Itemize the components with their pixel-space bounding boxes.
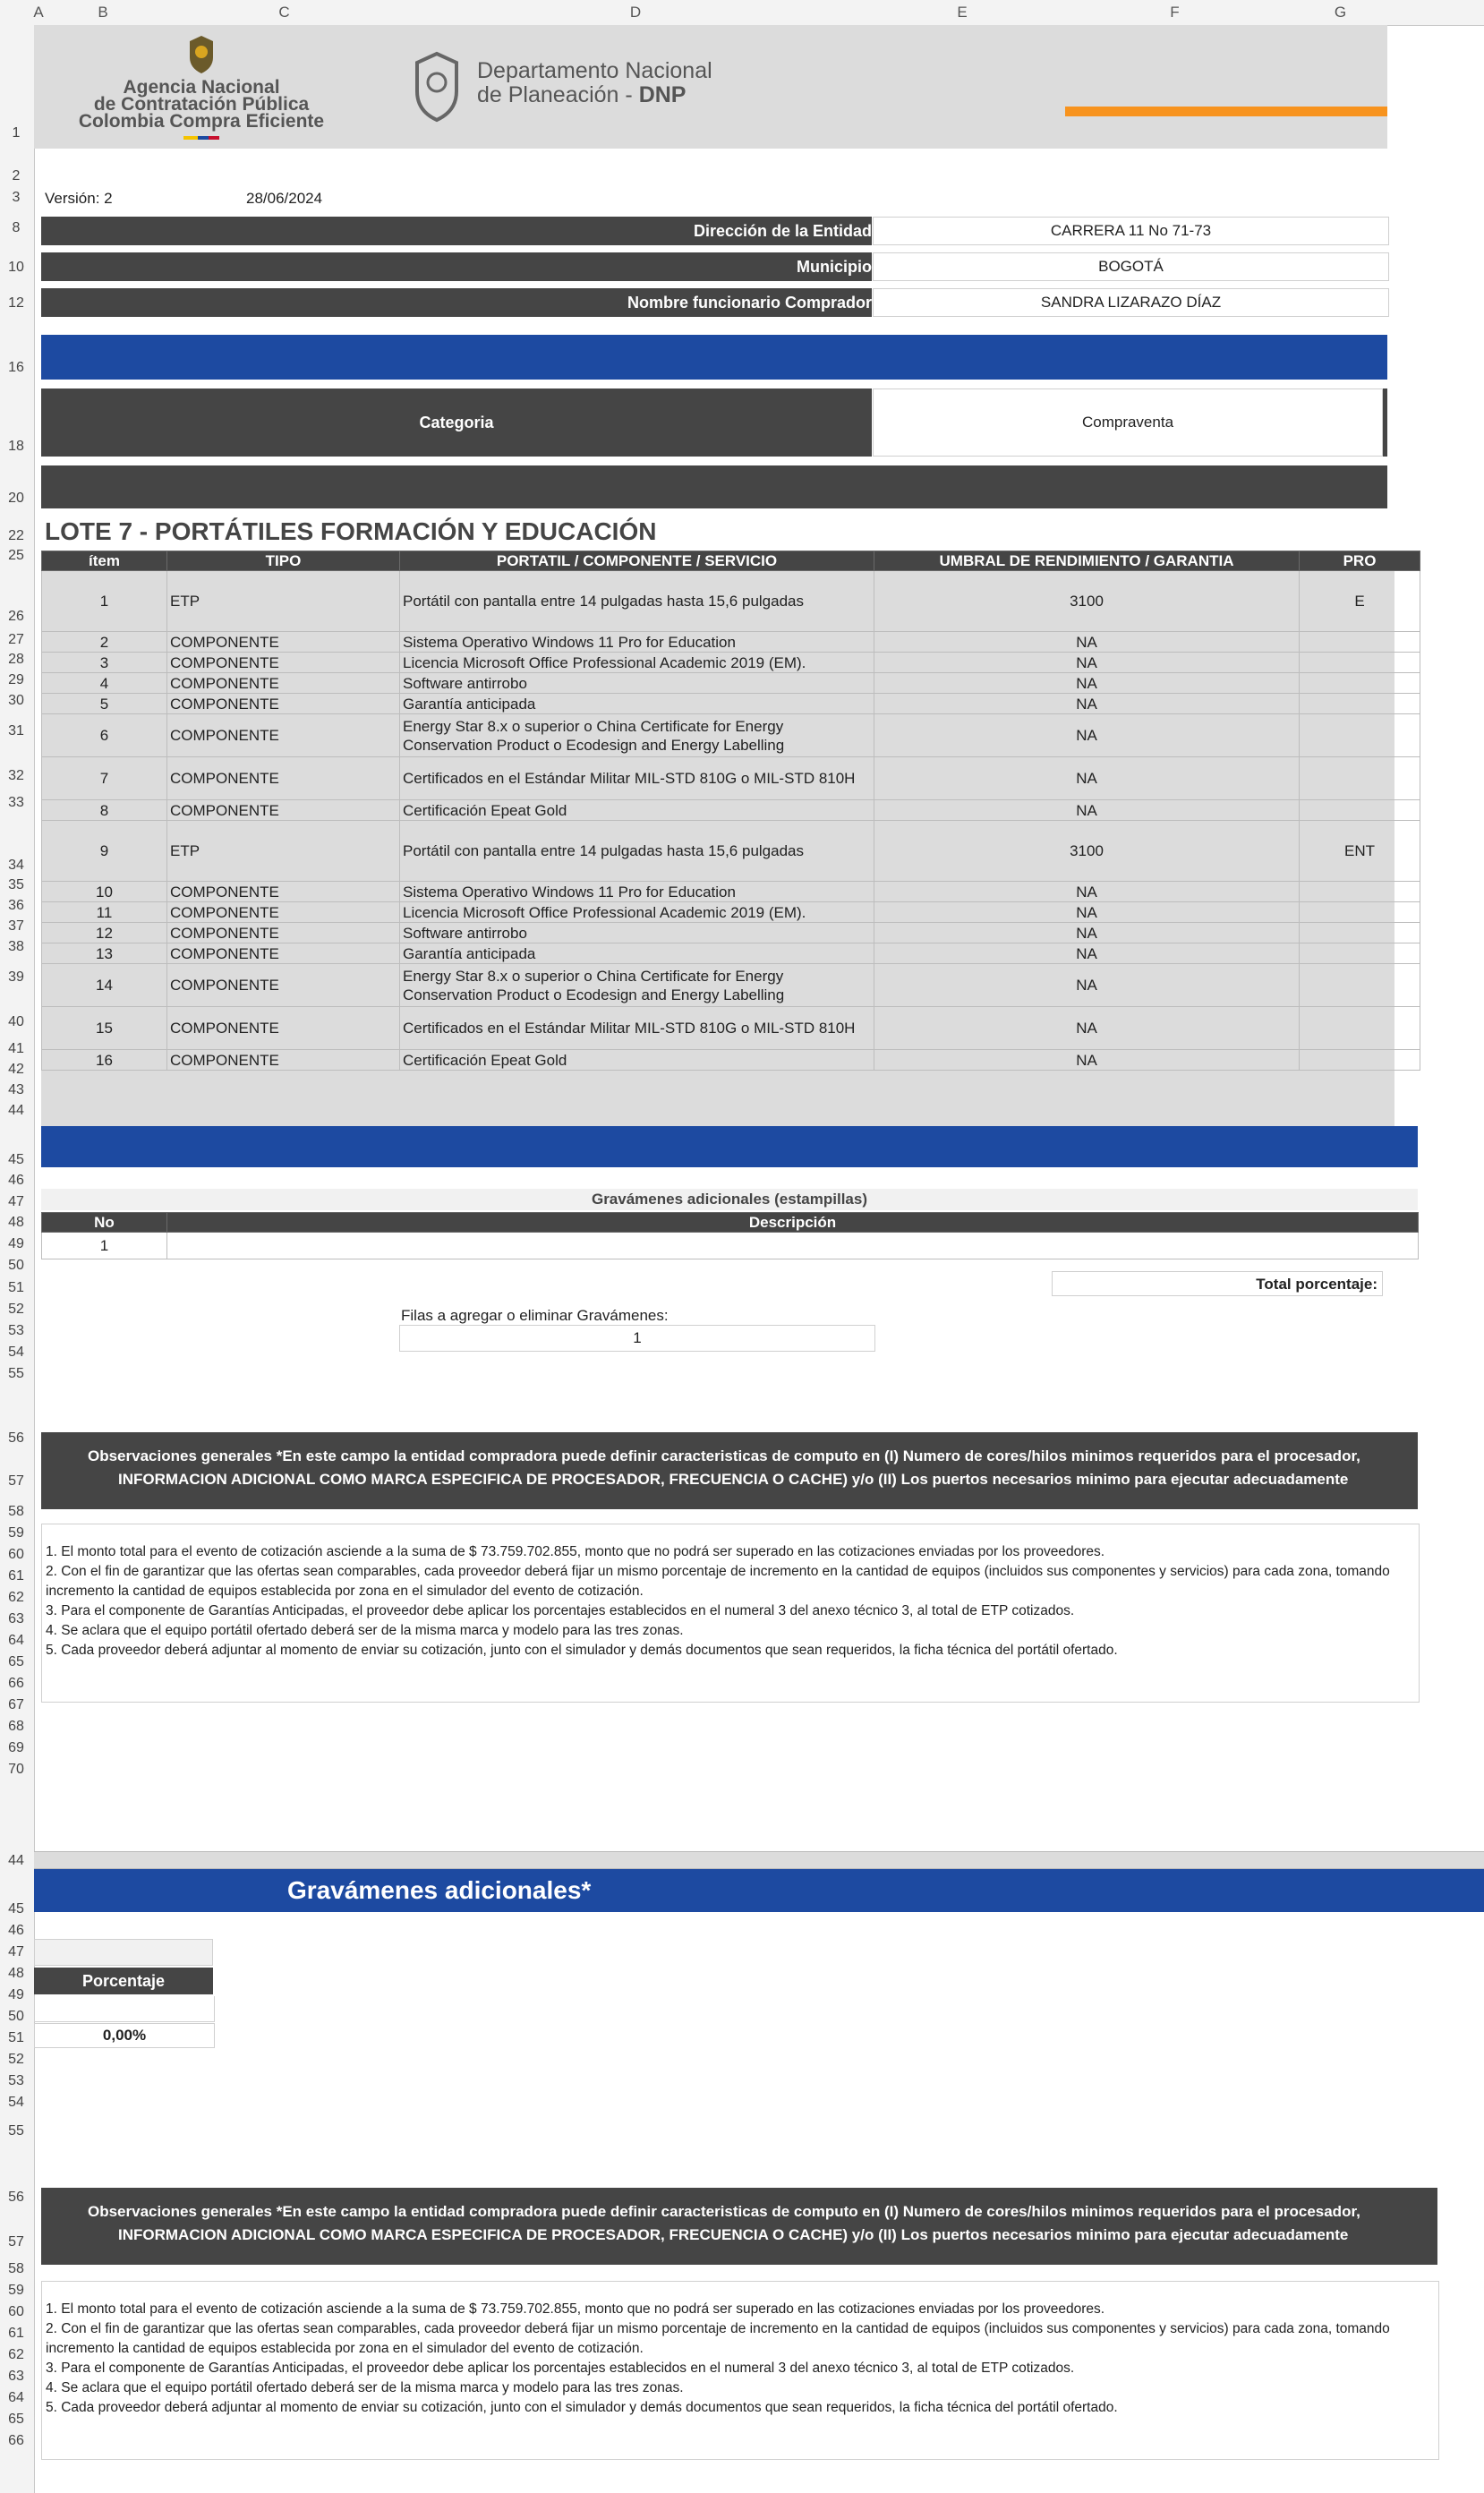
lot-umbral[interactable]: 3100 [874, 821, 1300, 882]
row-number[interactable]: 20 [8, 491, 24, 506]
row-number[interactable]: 53 [8, 1323, 24, 1338]
lot-item[interactable]: 15 [42, 1007, 167, 1050]
percent-label: Porcentaje [34, 1968, 213, 1994]
row-number[interactable]: 64 [8, 1633, 24, 1648]
row-number[interactable]: 67 [8, 1697, 24, 1712]
lot-desc[interactable]: Licencia Microsoft Office Professional Academic 2019 (EM). [400, 653, 874, 673]
row-number[interactable]: 70 [8, 1762, 24, 1777]
lot-umbral[interactable]: NA [874, 757, 1300, 800]
lot-item[interactable]: 11 [42, 902, 167, 923]
row-number[interactable]: 65 [8, 2412, 24, 2427]
lot-desc[interactable]: Garantía anticipada [400, 943, 874, 964]
lot-extra[interactable] [1300, 923, 1420, 943]
lot-item[interactable]: 16 [42, 1050, 167, 1071]
lot-row[interactable] [42, 1050, 1420, 1071]
row-number[interactable]: 64 [8, 2390, 24, 2405]
lot-desc[interactable]: Certificados en el Estándar Militar MIL-STD 810G o MIL-STD 810H [400, 757, 874, 800]
lot-desc[interactable]: Certificación Epeat Gold [400, 800, 874, 821]
lot-umbral[interactable]: NA [874, 1007, 1300, 1050]
observations-notes-1[interactable] [41, 1524, 1420, 1703]
city-value[interactable]: BOGOTÁ [873, 252, 1389, 281]
row-number[interactable]: 43 [8, 1082, 24, 1097]
row-number[interactable]: 57 [8, 1473, 24, 1489]
row-number[interactable]: 69 [8, 1740, 24, 1755]
lot-table [41, 551, 1420, 1071]
lot-tipo[interactable]: COMPONENTE [167, 694, 400, 714]
lot-tipo[interactable]: COMPONENTE [167, 673, 400, 694]
row-number[interactable]: 66 [8, 2433, 24, 2448]
lot-extra[interactable] [1300, 632, 1420, 653]
dnp-shield-icon [405, 48, 469, 125]
lot-umbral[interactable]: NA [874, 632, 1300, 653]
lot-desc[interactable]: Sistema Operativo Windows 11 Pro for Education [400, 632, 874, 653]
lot-extra[interactable] [1300, 1050, 1420, 1071]
row-number[interactable]: 44 [8, 1103, 24, 1118]
gravamenes-col-no[interactable]: No [42, 1213, 167, 1233]
lot-desc[interactable]: Software antirrobo [400, 923, 874, 943]
lot-item[interactable]: 10 [42, 882, 167, 902]
lot-extra[interactable] [1300, 653, 1420, 673]
version-date: 28/06/2024 [246, 190, 323, 207]
row-number[interactable]: 25 [8, 548, 24, 563]
row-number[interactable]: 30 [8, 693, 24, 708]
lot-item[interactable]: 8 [42, 800, 167, 821]
lot-desc[interactable]: Licencia Microsoft Office Professional Academic 2019 (EM). [400, 902, 874, 923]
lot-umbral[interactable]: NA [874, 1050, 1300, 1071]
lot-tipo[interactable]: COMPONENTE [167, 943, 400, 964]
row-number[interactable]: 35 [8, 877, 24, 892]
blue-separator-2 [41, 1126, 1418, 1167]
lot-row[interactable] [42, 943, 1420, 964]
row-number[interactable]: 45 [8, 1901, 24, 1917]
row-number[interactable]: 46 [8, 1923, 24, 1938]
row-number[interactable]: 28 [8, 652, 24, 667]
observations-header-1: Observaciones generales *En este campo la entidad compradora puede definir caracteristicas de computo en (I) Numero de cores/hilos minimos requeridos para el procesador, INFORMACION ADICIONAL COMO MARCA ESPECIFICA DE PROCESADOR, FRECUENCIA O CACHE) y/o (II) Los puertos necesarios minimo para ejecutar adecuadamente [41, 1432, 1418, 1509]
city-label: Municipio [41, 252, 872, 281]
lot-extra[interactable]: E [1300, 571, 1420, 632]
lot-row[interactable] [42, 757, 1420, 800]
lot-extra[interactable] [1300, 757, 1420, 800]
lot-item[interactable]: 4 [42, 673, 167, 694]
lot-tipo[interactable]: COMPONENTE [167, 653, 400, 673]
lot-desc[interactable]: Energy Star 8.x o superior o China Certificate for Energy Conservation Product o Ecodesign and Energy Labelling [400, 714, 874, 757]
note-line: 5. Cada proveedor deberá adjuntar al momento de enviar su cotización, junto con el simulador y demás documentos que sean requeridos, la ficha técnica del portátil ofertado. [46, 1643, 1118, 1658]
row-number[interactable]: 63 [8, 2369, 24, 2384]
orange-accent-bar [1065, 107, 1387, 116]
gravamenes-table [41, 1212, 1419, 1259]
row-number[interactable]: 38 [8, 939, 24, 954]
row-number[interactable]: 51 [8, 2030, 24, 2045]
lot-tipo[interactable]: COMPONENTE [167, 902, 400, 923]
row-number[interactable]: 34 [8, 858, 24, 873]
lot-item[interactable]: 5 [42, 694, 167, 714]
row-number[interactable]: 66 [8, 1676, 24, 1691]
gravamenes-col-desc[interactable]: Descripción [167, 1213, 1419, 1233]
row-number[interactable]: 27 [8, 632, 24, 647]
total-percent-label: Total porcentaje: [1052, 1271, 1383, 1296]
flag-stripe-icon [183, 136, 219, 140]
lot-umbral[interactable]: NA [874, 694, 1300, 714]
lot-row[interactable] [42, 923, 1420, 943]
note-line: 4. Se aclara que el equipo portátil ofertado deberá ser de la misma marca y modelo para las tres zonas. [46, 1623, 684, 1638]
ancp-logo-text: Agencia Nacional de Contratación Pública Colombia Compra Eficiente [78, 77, 325, 132]
column-header-b[interactable]: B [98, 4, 108, 21]
lot-item[interactable]: 7 [42, 757, 167, 800]
row-number[interactable]: 54 [8, 2095, 24, 2110]
lot-item[interactable]: 2 [42, 632, 167, 653]
note-line: incremento la cantidad de equipos establecida por zona en el simulador del evento de cotización. [46, 1584, 644, 1599]
col-header-item[interactable]: ítem [42, 551, 167, 571]
rows-to-add-label: Filas a agregar o eliminar Gravámenes: [401, 1307, 669, 1324]
buyer-label: Nombre funcionario Comprador [41, 288, 872, 317]
lot-umbral[interactable]: NA [874, 800, 1300, 821]
lot-umbral[interactable]: NA [874, 902, 1300, 923]
note-line: 3. Para el componente de Garantías Anticipadas, el proveedor debe aplicar los porcentajes establecidos en el numeral 3 del anexo técnico 3, al total de ETP cotizados. [46, 2361, 1075, 2376]
row-number[interactable]: 47 [8, 1194, 24, 1209]
row-number[interactable]: 26 [8, 609, 24, 624]
lot-umbral[interactable]: NA [874, 923, 1300, 943]
lot-extra[interactable] [1300, 714, 1420, 757]
address-label: Dirección de la Entidad [41, 217, 872, 245]
version-label: Versión: 2 [45, 190, 113, 207]
lot-item[interactable]: 14 [42, 964, 167, 1007]
lot-umbral[interactable]: NA [874, 673, 1300, 694]
row-number[interactable]: 8 [12, 220, 21, 235]
row-number[interactable]: 62 [8, 2347, 24, 2362]
address-value[interactable]: CARRERA 11 No 71-73 [873, 217, 1389, 245]
lot-row[interactable] [42, 714, 1420, 757]
row-number[interactable]: 10 [8, 260, 24, 275]
row-number[interactable]: 36 [8, 898, 24, 913]
lot-umbral[interactable]: 3100 [874, 571, 1300, 632]
row-number[interactable]: 3 [12, 190, 21, 205]
category-label: Categoria [41, 388, 872, 457]
lot-item[interactable]: 13 [42, 943, 167, 964]
row-number[interactable]: 49 [8, 1236, 24, 1251]
observations-header-2: Observaciones generales *En este campo la entidad compradora puede definir caracteristicas de computo en (I) Numero de cores/hilos minimos requeridos para el procesador, INFORMACION ADICIONAL COMO MARCA ESPECIFICA DE PROCESADOR, FRECUENCIA O CACHE) y/o (II) Los puertos necesarios minimo para ejecutar adecuadamente [41, 2188, 1437, 2265]
row-number[interactable]: 59 [8, 1525, 24, 1541]
category-edge [1383, 388, 1387, 457]
percent-value[interactable]: 0,00% [34, 2023, 215, 2048]
column-header-bar [0, 0, 1484, 26]
lot-umbral[interactable]: NA [874, 653, 1300, 673]
row-number[interactable]: 57 [8, 2234, 24, 2250]
row-number[interactable]: 18 [8, 439, 24, 454]
category-value[interactable]: Compraventa [873, 388, 1383, 457]
lot-extra[interactable] [1300, 902, 1420, 923]
lot-extra[interactable] [1300, 673, 1420, 694]
lot-item[interactable]: 12 [42, 923, 167, 943]
row-number[interactable]: 39 [8, 969, 24, 985]
observations-notes-2[interactable] [41, 2281, 1439, 2460]
lot-desc[interactable]: Certificación Epeat Gold [400, 1050, 874, 1071]
row-number[interactable]: 60 [8, 1547, 24, 1562]
row-number[interactable]: 40 [8, 1014, 24, 1029]
lot-umbral[interactable]: NA [874, 882, 1300, 902]
lot-row[interactable] [42, 882, 1420, 902]
lot-row[interactable] [42, 800, 1420, 821]
note-line: incremento la cantidad de equipos establecida por zona en el simulador del evento de cotización. [46, 2341, 644, 2356]
row-number[interactable]: 61 [8, 1568, 24, 1584]
dark-separator [41, 465, 1387, 508]
lot-row[interactable] [42, 902, 1420, 923]
note-line: 2. Con el fin de garantizar que las ofertas sean comparables, cada proveedor deberá fijar un mismo porcentaje de incremento en la cantidad de equipos (incluidos sus componentes y servicios) para cada zona, tomando [46, 1564, 1390, 1579]
lot-tipo[interactable]: COMPONENTE [167, 1007, 400, 1050]
lot-row[interactable] [42, 694, 1420, 714]
dnp-logo-text: Departamento Nacional de Planeación - DNP [477, 58, 712, 107]
lot-item[interactable]: 3 [42, 653, 167, 673]
row-number[interactable]: 50 [8, 1258, 24, 1273]
lot-extra[interactable] [1300, 964, 1420, 1007]
row-number[interactable]: 48 [8, 1215, 24, 1230]
row-number[interactable]: 55 [8, 1366, 24, 1381]
buyer-value[interactable]: SANDRA LIZARAZO DÍAZ [873, 288, 1389, 317]
lot-extra[interactable] [1300, 800, 1420, 821]
lot-row[interactable] [42, 1007, 1420, 1050]
gravamenes-row-desc[interactable] [167, 1233, 1419, 1259]
lot-desc[interactable]: Garantía anticipada [400, 694, 874, 714]
lot-tipo[interactable]: ETP [167, 821, 400, 882]
row-number[interactable]: 42 [8, 1062, 24, 1077]
lot-extra[interactable] [1300, 1007, 1420, 1050]
lot-row[interactable] [42, 571, 1420, 632]
col-header-desc[interactable]: PORTATIL / COMPONENTE / SERVICIO [400, 551, 874, 571]
lot-tipo[interactable]: COMPONENTE [167, 757, 400, 800]
row-number[interactable]: 45 [8, 1152, 24, 1167]
column-header-f[interactable]: F [1170, 4, 1180, 21]
percent-blank-cell[interactable] [34, 1996, 215, 2022]
row-number[interactable]: 56 [8, 2190, 24, 2205]
row-number[interactable]: 54 [8, 1345, 24, 1360]
col-header-tipo[interactable]: TIPO [167, 551, 400, 571]
row-number[interactable]: 55 [8, 2123, 24, 2139]
lot-tipo[interactable]: COMPONENTE [167, 1050, 400, 1071]
lot-desc[interactable]: Software antirrobo [400, 673, 874, 694]
lot-desc[interactable]: Portátil con pantalla entre 14 pulgadas hasta 15,6 pulgadas [400, 571, 874, 632]
gravamenes-row-no[interactable]: 1 [42, 1233, 167, 1259]
lot-tipo[interactable]: COMPONENTE [167, 923, 400, 943]
column-header-a[interactable]: A [33, 4, 44, 21]
row-number[interactable]: 2 [12, 168, 21, 184]
lot-umbral[interactable]: NA [874, 943, 1300, 964]
row-number[interactable]: 52 [8, 2052, 24, 2067]
note-line: 1. El monto total para el evento de cotización asciende a la suma de $ 73.759.702.855, monto que no podrá ser superado en las cotizaciones enviadas por los proveedores. [46, 1544, 1105, 1559]
lot-item[interactable]: 9 [42, 821, 167, 882]
lot-item[interactable]: 6 [42, 714, 167, 757]
lot-extra[interactable] [1300, 882, 1420, 902]
row-number[interactable]: 44 [8, 1853, 24, 1868]
lot-desc[interactable]: Sistema Operativo Windows 11 Pro for Education [400, 882, 874, 902]
col-header-pro[interactable]: PRO [1300, 551, 1420, 571]
lot-tipo[interactable]: COMPONENTE [167, 964, 400, 1007]
lot-row[interactable] [42, 673, 1420, 694]
row-number[interactable]: 29 [8, 672, 24, 687]
lot-umbral[interactable]: NA [874, 964, 1300, 1007]
row-number[interactable]: 59 [8, 2283, 24, 2298]
lot-tipo[interactable]: ETP [167, 571, 400, 632]
lot-row[interactable] [42, 821, 1420, 882]
lot-row[interactable] [42, 632, 1420, 653]
row-number[interactable]: 22 [8, 528, 24, 543]
column-header-d[interactable]: D [629, 4, 642, 21]
gravamenes-title: Gravámenes adicionales (estampillas) [41, 1189, 1418, 1210]
lot-tipo[interactable]: COMPONENTE [167, 632, 400, 653]
row-number[interactable]: 58 [8, 2261, 24, 2276]
note-line: 2. Con el fin de garantizar que las ofertas sean comparables, cada proveedor deberá fijar un mismo porcentaje de incremento en la cantidad de equipos (incluidos sus componentes y servicios) para cada zona, tomando [46, 2321, 1390, 2336]
row-number[interactable]: 61 [8, 2326, 24, 2341]
lot-extra[interactable]: ENT [1300, 821, 1420, 882]
row-number[interactable]: 1 [12, 125, 21, 141]
rows-to-add-input[interactable]: 1 [399, 1325, 875, 1352]
lot-extra[interactable] [1300, 694, 1420, 714]
row-number[interactable]: 32 [8, 768, 24, 783]
percent-header-blank [34, 1939, 213, 1966]
coat-of-arms-icon [170, 32, 233, 77]
row-number[interactable]: 58 [8, 1504, 24, 1519]
row-number[interactable]: 33 [8, 795, 24, 810]
gravamenes-frozen-title: Gravámenes adicionales* [287, 1876, 592, 1904]
row-number[interactable]: 50 [8, 2009, 24, 2024]
row-number[interactable]: 12 [8, 295, 24, 311]
row-number[interactable]: 51 [8, 1280, 24, 1295]
lot-row[interactable] [42, 653, 1420, 673]
row-number[interactable]: 16 [8, 360, 24, 375]
row-number[interactable]: 41 [8, 1041, 24, 1056]
row-number[interactable]: 62 [8, 1590, 24, 1605]
row-number[interactable]: 60 [8, 2304, 24, 2319]
lot-tipo[interactable]: COMPONENTE [167, 882, 400, 902]
row-number[interactable]: 49 [8, 1987, 24, 2002]
row-number[interactable]: 53 [8, 2073, 24, 2088]
row-number[interactable]: 37 [8, 918, 24, 934]
row-number[interactable]: 56 [8, 1430, 24, 1446]
column-header-g[interactable]: G [1334, 4, 1347, 21]
blue-separator-1 [41, 335, 1387, 380]
note-line: 5. Cada proveedor deberá adjuntar al momento de enviar su cotización, junto con el simulador y demás documentos que sean requeridos, la ficha técnica del portátil ofertado. [46, 2400, 1118, 2415]
lot-title: LOTE 7 - PORTÁTILES FORMACIÓN Y EDUCACIÓN [45, 517, 657, 545]
row-number[interactable]: 47 [8, 1944, 24, 1959]
note-line: 4. Se aclara que el equipo portátil ofertado deberá ser de la misma marca y modelo para las tres zonas. [46, 2380, 684, 2395]
row-number[interactable]: 52 [8, 1302, 24, 1317]
column-header-e[interactable]: E [957, 4, 968, 21]
lot-row[interactable] [42, 964, 1420, 1007]
row-number[interactable]: 65 [8, 1654, 24, 1669]
row-number[interactable]: 46 [8, 1173, 24, 1188]
row-number[interactable]: 48 [8, 1966, 24, 1981]
lot-desc[interactable]: Certificados en el Estándar Militar MIL-STD 810G o MIL-STD 810H [400, 1007, 874, 1050]
gravamenes-frozen-bar [34, 1869, 1484, 1912]
lot-tipo[interactable]: COMPONENTE [167, 714, 400, 757]
row-number[interactable]: 68 [8, 1719, 24, 1734]
column-header-c[interactable]: C [278, 4, 290, 21]
lot-desc[interactable]: Energy Star 8.x o superior o China Certificate for Energy Conservation Product o Ecodesign and Energy Labelling [400, 964, 874, 1007]
frozen-pane-divider[interactable] [34, 1851, 1484, 1869]
lot-item[interactable]: 1 [42, 571, 167, 632]
lot-extra[interactable] [1300, 943, 1420, 964]
lot-umbral[interactable]: NA [874, 714, 1300, 757]
note-line: 3. Para el componente de Garantías Anticipadas, el proveedor debe aplicar los porcentajes establecidos en el numeral 3 del anexo técnico 3, al total de ETP cotizados. [46, 1603, 1075, 1618]
note-line: 1. El monto total para el evento de cotización asciende a la suma de $ 73.759.702.855, monto que no podrá ser superado en las cotizaciones enviadas por los proveedores. [46, 2301, 1105, 2317]
col-header-umbral[interactable]: UMBRAL DE RENDIMIENTO / GARANTIA [874, 551, 1300, 571]
row-number[interactable]: 63 [8, 1611, 24, 1626]
lot-desc[interactable]: Portátil con pantalla entre 14 pulgadas hasta 15,6 pulgadas [400, 821, 874, 882]
row-number[interactable]: 31 [8, 723, 24, 739]
lot-tipo[interactable]: COMPONENTE [167, 800, 400, 821]
